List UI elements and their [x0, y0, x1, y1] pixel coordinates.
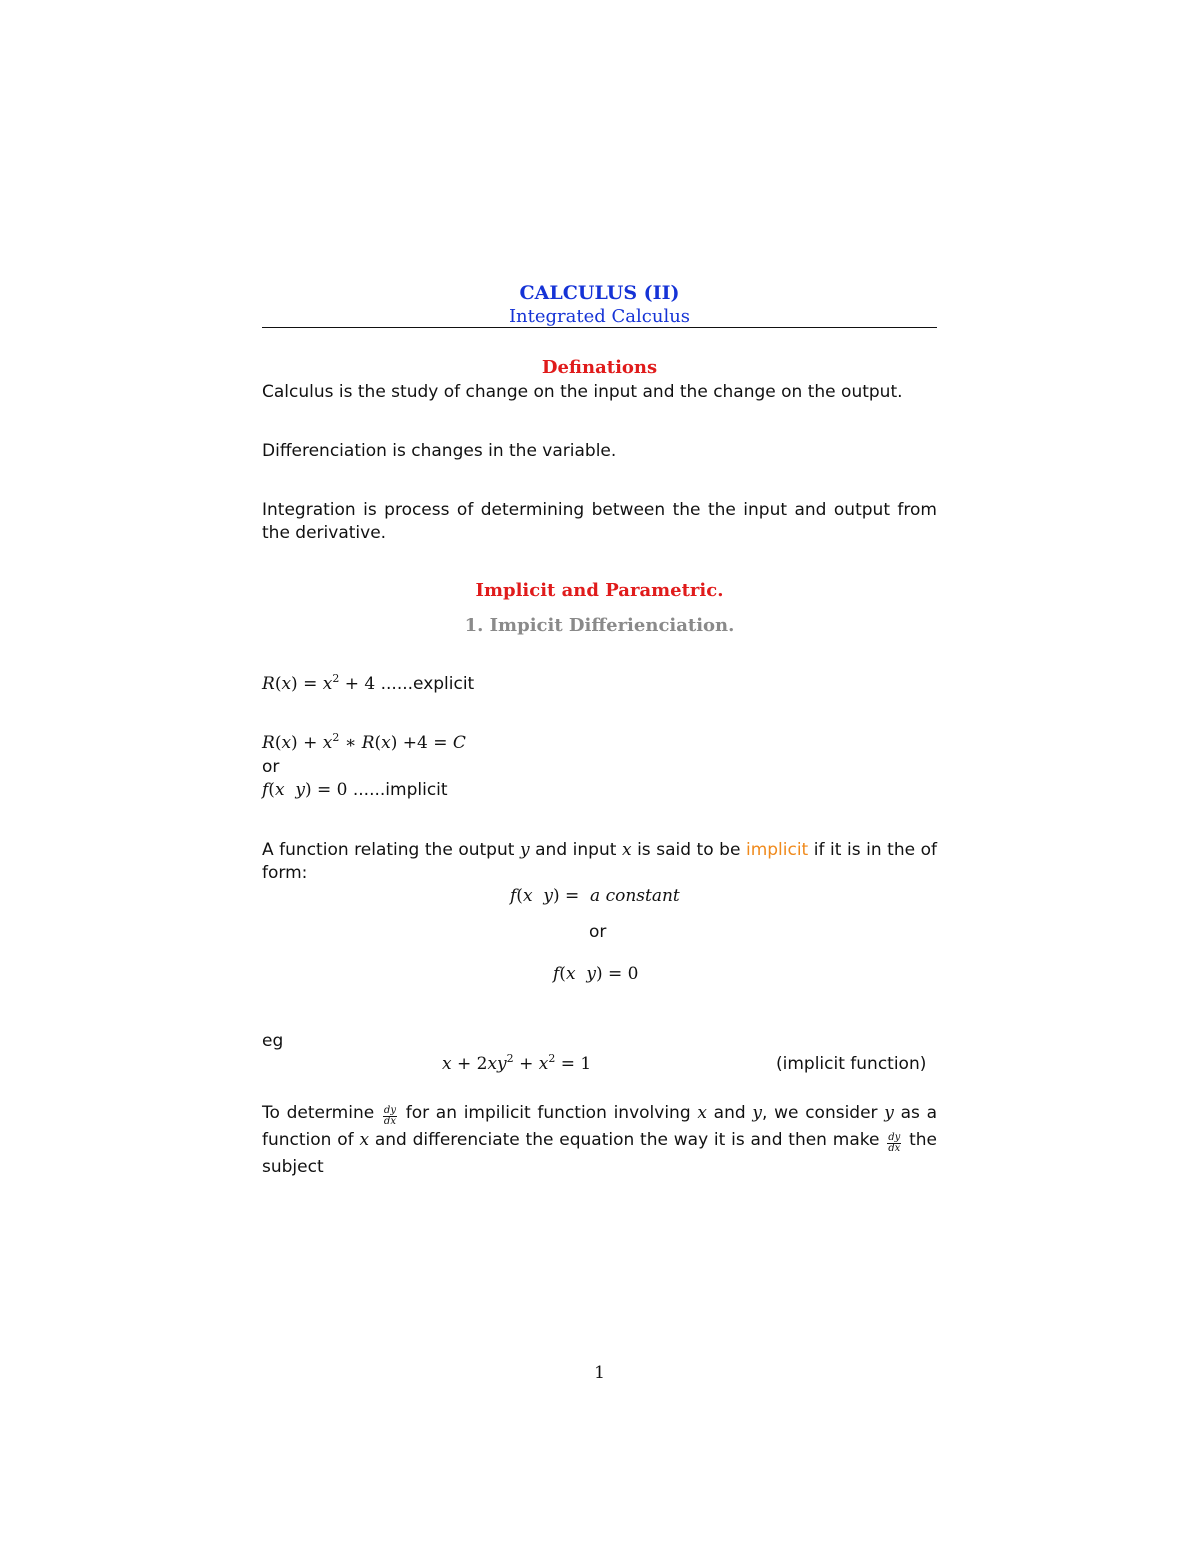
display-or: or — [589, 922, 607, 942]
explicit-equation: $R(x) = x^2 + 4$ ......explicit — [262, 672, 475, 694]
dy-dx-fraction: $\frac{dy}{dx}$ — [888, 1132, 901, 1154]
zero-value: 0 — [336, 780, 348, 800]
definition-integration: Integration is process of determining between the the input and output from the derivative. — [262, 500, 937, 543]
example-equation: $x + 2xy^2 + x^2 = 1$ — [442, 1052, 592, 1074]
definition-differenciation: Differenciation is changes in the variable. — [262, 441, 617, 461]
constant-c: C — [452, 733, 466, 753]
dy-dx-fraction: $\frac{dy}{dx}$ — [383, 1105, 396, 1127]
or-text: or — [262, 757, 280, 777]
definitions-heading: Definations — [541, 357, 658, 378]
example-tag: (implicit function) — [776, 1054, 927, 1074]
page-number: 1 — [594, 1363, 605, 1383]
implicit-form-equation: f(x y) = 0 ......implicit — [262, 780, 448, 800]
implicit-equation: $R(x) + x^2$ ∗ R(x) +4 = C — [262, 731, 466, 753]
implicit-label: ......implicit — [352, 780, 448, 800]
section-heading: Implicit and Parametric. — [475, 580, 724, 601]
title-rule — [262, 327, 937, 328]
example-label: eg — [262, 1031, 284, 1051]
document-subtitle: Integrated Calculus — [508, 306, 691, 327]
display-equation-zero: f(x y) = 0 — [553, 964, 639, 984]
section-subheading: 1. Impicit Differienciation. — [464, 615, 735, 636]
explicit-label: ......explicit — [380, 674, 475, 694]
closing-paragraph: To determine $\frac{dy}{dx}$ for an impilicit function involving x and y, we consider y as a function of x and differenciate the equation the way it is and then make $\frac{dy}{dx}$ the subject — [262, 1103, 938, 1177]
constant-text: a constant — [590, 886, 680, 906]
display-equation-constant: f(x y) = a constant — [510, 886, 680, 906]
implicit-highlight: implicit — [745, 840, 809, 860]
definition-calculus: Calculus is the study of change on the input and the change on the output. — [262, 382, 903, 402]
document-title: CALCULUS (II) — [519, 282, 680, 304]
implicit-explanation: A function relating the output y and input x is said to be implicit if it is in the of form: — [262, 840, 937, 883]
